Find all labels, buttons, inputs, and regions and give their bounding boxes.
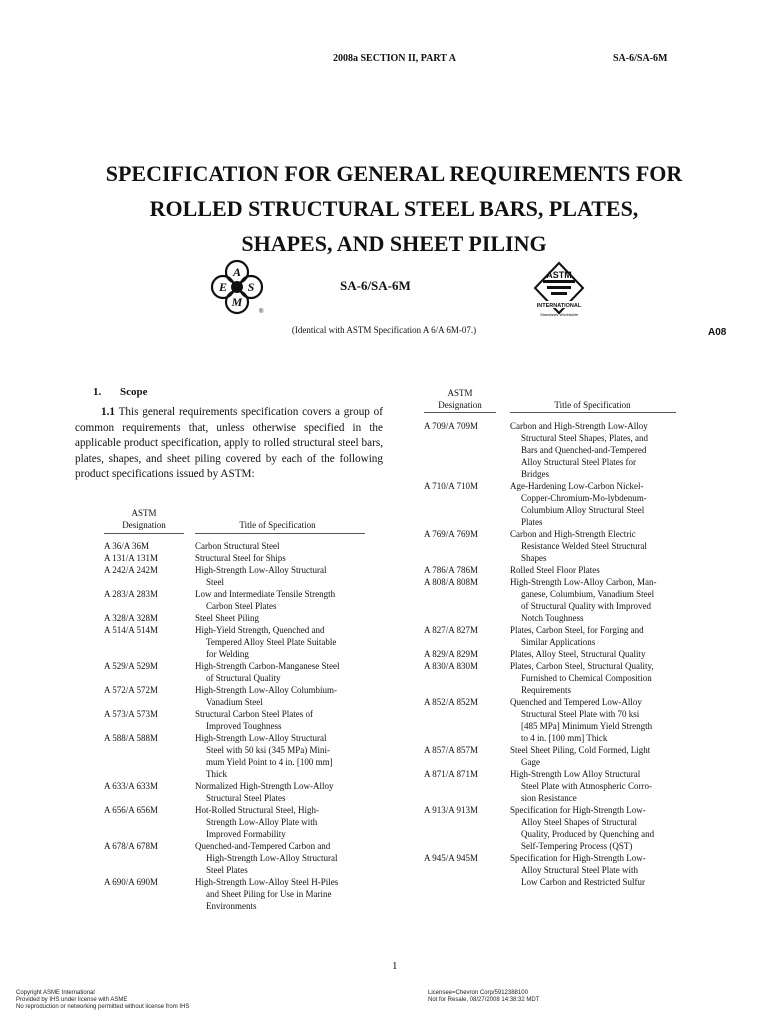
asme-letter: E [218, 280, 228, 294]
table-row [424, 624, 684, 648]
registered-mark: ® [259, 309, 264, 315]
spec-title-line: Structural Steel Plate with 70 ksi [521, 709, 640, 719]
table-row [424, 480, 684, 528]
spec-designation: A 769/A 769M [424, 529, 479, 539]
header-rule [195, 533, 365, 534]
title-line: SHAPES, AND SHEET PILING [241, 231, 547, 256]
designation-column-header: ASTM Designation [122, 508, 166, 530]
table-row [104, 708, 384, 732]
section-title: Scope [120, 386, 148, 398]
spec-title-line: Plates, Carbon Steel, for Forging and [510, 625, 644, 635]
license-footer: Licensee=Chevron Corp/5912388100 Not for Resale, 08/27/2008 14:38:32 MDT [428, 990, 540, 1003]
spec-designation: A 36/A 36M [104, 541, 150, 551]
spec-title [510, 660, 684, 696]
section-number: 1. [93, 386, 102, 398]
spec-title-line: Strength Low-Alloy Plate with [206, 817, 318, 827]
spec-title [195, 804, 384, 840]
spec-designation: A 328/A 328M [104, 613, 159, 623]
table-row [424, 660, 684, 696]
spec-title-line: Age-Hardening Low-Carbon Nickel- [510, 481, 644, 491]
astm-logo-tagline: Standards Worldwide [539, 312, 579, 317]
spec-title-line: Similar Applications [521, 637, 596, 647]
spec-title-line: High-Strength Low Alloy Structural [510, 769, 641, 779]
spec-title-line: Steel with 50 ksi (345 MPa) Mini- [206, 745, 330, 755]
table-row [104, 540, 384, 552]
table-row [104, 804, 384, 840]
spec-title-line: Low Carbon and Restricted Sulfur [521, 877, 645, 887]
spec-title [195, 660, 384, 684]
scope-paragraph [75, 405, 383, 483]
astm-logo-international: INTERNATIONAL [536, 303, 582, 309]
spec-title [195, 540, 384, 552]
astm-logo-text: ASTM [546, 270, 572, 280]
spec-title-line: Specification for High-Strength Low- [510, 805, 646, 815]
section-heading [93, 386, 148, 398]
spec-title [195, 552, 384, 564]
table-row [424, 648, 684, 660]
spec-designation: A 913/A 913M [424, 805, 479, 815]
spec-designation: A 808/A 808M [424, 577, 479, 587]
title-line: SPECIFICATION FOR GENERAL REQUIREMENTS FOR [105, 161, 683, 186]
spec-title-line: Carbon Steel Plates [206, 601, 277, 611]
spec-designation: A 656/A 656M [104, 805, 159, 815]
table-row [424, 420, 684, 480]
paragraph-text: This general requirements specification covers a group of common requirements that, unless otherwise specified in the applicable product specification, apply to rolled structural steel bars, plates, shapes, and sheet piling covered by each of the following product specifications issued by ASTM: [75, 406, 383, 481]
header-rule [424, 412, 496, 413]
spec-title-line: Structural Steel Shapes, Plates, and [521, 433, 648, 443]
spec-title [195, 780, 384, 804]
spec-title-line: Steel [206, 577, 224, 587]
spec-designation: A 827/A 827M [424, 625, 479, 635]
spec-title-line: Shapes [521, 553, 547, 563]
table-row [424, 804, 684, 852]
spec-title-line: Resistance Welded Steel Structural [521, 541, 647, 551]
spec-table-left [104, 540, 384, 912]
spec-title-line: High-Strength Low-Alloy Carbon, Man- [510, 577, 657, 587]
spec-title-line: High-Yield Strength, Quenched and [195, 625, 325, 635]
spec-title-line: Quenched-and-Tempered Carbon and [195, 841, 331, 851]
spec-title-line: Gage [521, 757, 540, 767]
spec-title-line: High-Strength Carbon-Manganese Steel [195, 661, 340, 671]
document-title [40, 156, 748, 261]
spec-title [510, 480, 684, 528]
spec-title [510, 528, 684, 564]
table-row [104, 732, 384, 780]
spec-designation: A 588/A 588M [104, 733, 159, 743]
spec-title-line: Hot-Rolled Structural Steel, High- [195, 805, 319, 815]
paragraph-number: 1.1 [101, 406, 115, 418]
spec-title-line: Plates, Alloy Steel, Structural Quality [510, 649, 646, 659]
spec-title-line: Structural Steel for Ships [195, 553, 286, 563]
asme-letter: S [247, 280, 255, 294]
spec-designation: A 514/A 514M [104, 625, 159, 635]
spec-designation: A 829/A 829M [424, 649, 479, 659]
spec-title-line: [485 MPa] Minimum Yield Strength [521, 721, 653, 731]
spec-title-line: Plates [521, 517, 543, 527]
spec-title-line: for Welding [206, 649, 249, 659]
spec-designation: A 131/A 131M [104, 553, 159, 563]
spec-title-line: Notch Toughness [521, 613, 584, 623]
spec-title [510, 576, 684, 624]
spec-title-line: Quality, Produced by Quenching and [521, 829, 655, 839]
spec-title-line: High-Strength Low-Alloy Steel H-Piles [195, 877, 339, 887]
spec-designation: A 573/A 573M [104, 709, 159, 719]
spec-code: SA-6/SA-6M [340, 278, 411, 293]
table-row [104, 588, 384, 612]
spec-title-line: Furnished to Chemical Composition [521, 673, 652, 683]
astm-logo-icon [531, 260, 587, 318]
table-row [104, 660, 384, 684]
spec-title-line: Bars and Quenched-and-Tempered [521, 445, 647, 455]
spec-title-line: Self-Tempering Process (QST) [521, 841, 633, 851]
table-row [424, 768, 684, 804]
spec-title [510, 804, 684, 852]
spec-title-line: Copper-Chromium-Mo-lybdenum- [521, 493, 647, 503]
asme-letter: A [232, 265, 242, 279]
spec-designation: A 945/A 945M [424, 853, 479, 863]
spec-title-line: Normalized High-Strength Low-Alloy [195, 781, 334, 791]
spec-designation: A 857/A 857M [424, 745, 479, 755]
spec-title [510, 564, 684, 576]
spec-title-line: Carbon and High-Strength Low-Alloy [510, 421, 648, 431]
table-row [104, 840, 384, 876]
asme-logo-icon [209, 258, 265, 316]
spec-title [510, 624, 684, 648]
spec-title-line: Improved Formability [206, 829, 286, 839]
spec-title-line: Bridges [521, 469, 549, 479]
spec-title-line: Environments [206, 901, 257, 911]
spec-title-line: High-Strength Low-Alloy Structural [206, 853, 338, 863]
spec-title-line: High-Strength Low-Alloy Structural [195, 565, 327, 575]
spec-title [195, 708, 384, 732]
spec-title-line: of Structural Quality [206, 673, 281, 683]
page-number: 1 [392, 960, 398, 972]
spec-title-line: Thick [206, 769, 227, 779]
designation-column-header: ASTM Designation [438, 388, 482, 410]
spec-title [510, 744, 684, 768]
spec-title-line: High-Strength Low-Alloy Columbium- [195, 685, 337, 695]
spec-title-line: ganese, Columbium, Vanadium Steel [521, 589, 655, 599]
spec-title-line: Structural Carbon Steel Plates of [195, 709, 313, 719]
spec-title [195, 564, 384, 588]
header-rule [510, 412, 676, 413]
spec-title-line: High-Strength Low-Alloy Structural [195, 733, 327, 743]
spec-table-right [424, 420, 684, 888]
title-column-header: Title of Specification [239, 520, 316, 530]
spec-title-line: Specification for High-Strength Low- [510, 853, 646, 863]
table-row [424, 696, 684, 744]
spec-title [510, 648, 684, 660]
running-header-section: 2008a SECTION II, PART A [333, 53, 456, 64]
spec-designation: A 678/A 678M [104, 841, 159, 851]
spec-title-line: Vanadium Steel [206, 697, 263, 707]
title-column-header: Title of Specification [554, 400, 631, 410]
table-row [424, 744, 684, 768]
table-row [424, 576, 684, 624]
spec-title [195, 684, 384, 708]
revision-mark: A08 [708, 327, 727, 338]
spec-title-line: Steel Plate with Atmospheric Corro- [521, 781, 652, 791]
table-row [424, 852, 684, 888]
identical-note: (Identical with ASTM Specification A 6/A 6M-07.) [291, 325, 477, 335]
spec-title [510, 420, 684, 480]
table-row [104, 612, 384, 624]
spec-title-line: and Sheet Piling for Use in Marine [206, 889, 332, 899]
spec-designation: A 690/A 690M [104, 877, 159, 887]
asme-letter: M [231, 295, 243, 309]
spec-title [195, 876, 384, 912]
spec-title-line: Low and Intermediate Tensile Strength [195, 589, 336, 599]
spec-designation: A 283/A 283M [104, 589, 159, 599]
spec-title-line: Quenched and Tempered Low-Alloy [510, 697, 642, 707]
spec-title [195, 624, 384, 660]
spec-title-line: Alloy Structural Steel Plate with [521, 865, 638, 875]
spec-title-line: Rolled Steel Floor Plates [510, 565, 600, 575]
spec-designation: A 709/A 709M [424, 421, 479, 431]
spec-title-line: Columbium Alloy Structural Steel [521, 505, 645, 515]
table-row [104, 876, 384, 912]
table-row [424, 564, 684, 576]
spec-title-line: Structural Steel Plates [206, 793, 286, 803]
header-rule [104, 533, 184, 534]
spec-designation: A 852/A 852M [424, 697, 479, 707]
spec-title-line: to 4 in. [100 mm] Thick [521, 733, 608, 743]
spec-designation: A 871/A 871M [424, 769, 479, 779]
spec-title [195, 732, 384, 780]
spec-title-line: Tempered Alloy Steel Plate Suitable [206, 637, 337, 647]
copyright-footer: Copyright ASME International Provided by IHS under license with ASME No reproduction or networking permitted without license from IHS [16, 990, 190, 1010]
spec-title [510, 852, 684, 888]
table-row [104, 552, 384, 564]
spec-title [510, 768, 684, 804]
table-row [104, 624, 384, 660]
spec-title [195, 840, 384, 876]
title-line: ROLLED STRUCTURAL STEEL BARS, PLATES, [149, 196, 639, 221]
spec-designation: A 710/A 710M [424, 481, 479, 491]
spec-title-line: of Structural Quality with Improved [521, 601, 651, 611]
spec-title-line: mum Yield Point to 4 in. [100 mm] [206, 757, 333, 767]
spec-title-line: sion Resistance [521, 793, 577, 803]
spec-designation: A 633/A 633M [104, 781, 159, 791]
running-header-code: SA-6/SA-6M [613, 53, 668, 64]
spec-title-line: Carbon and High-Strength Electric [510, 529, 636, 539]
spec-designation: A 830/A 830M [424, 661, 479, 671]
spec-title-line: Improved Toughness [206, 721, 282, 731]
spec-title-line: Alloy Steel Shapes of Structural [521, 817, 637, 827]
spec-title-line: Steel Sheet Piling [195, 613, 259, 623]
spec-designation: A 786/A 786M [424, 565, 479, 575]
spec-title-line: Alloy Structural Steel Plates for [521, 457, 636, 467]
spec-title [195, 612, 384, 624]
spec-title-line: Carbon Structural Steel [195, 541, 280, 551]
spec-designation: A 242/A 242M [104, 565, 159, 575]
spec-title-line: Plates, Carbon Steel, Structural Quality, [510, 661, 654, 671]
table-row [424, 528, 684, 564]
spec-title [510, 696, 684, 744]
table-row [104, 564, 384, 588]
spec-title-line: Steel Sheet Piling, Cold Formed, Light [510, 745, 651, 755]
spec-title [195, 588, 384, 612]
table-row [104, 684, 384, 708]
spec-title-line: Steel Plates [206, 865, 248, 875]
spec-designation: A 529/A 529M [104, 661, 159, 671]
spec-designation: A 572/A 572M [104, 685, 159, 695]
spec-title-line: Requirements [521, 685, 571, 695]
table-row [104, 780, 384, 804]
